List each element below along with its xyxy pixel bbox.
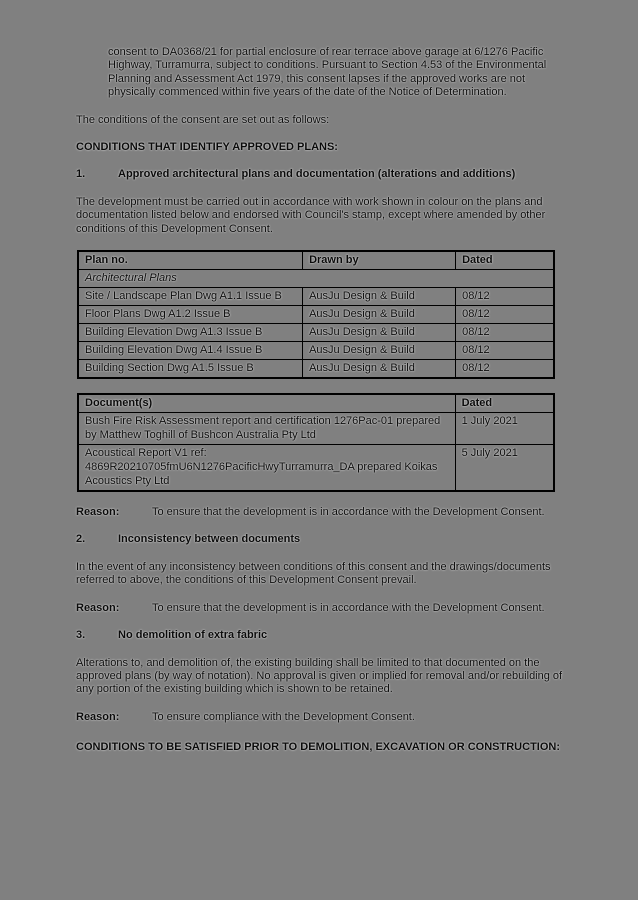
condition-1-body: The development must be carried out in accordance with work shown in colour on the plans and documentation listed below and endorsed with Council's stamp, except where amended by other conditions of this Development Consent. (76, 195, 546, 235)
documents-table (77, 393, 555, 492)
drawn-by-cell: AusJu Design & Build (303, 324, 456, 342)
dated-cell: 08/12 (456, 306, 554, 324)
condition-2-reason (76, 602, 565, 615)
condition-1-heading (76, 168, 565, 181)
section-heading-approved-plans: CONDITIONS THAT IDENTIFY APPROVED PLANS: (76, 141, 338, 154)
reason-text: To ensure that the development is in accordance with the Development Consent. (152, 506, 545, 519)
reason-label: Reason: (76, 710, 120, 723)
plan-no-cell: Building Elevation Dwg A1.4 Issue B (78, 342, 303, 360)
plan-no-cell: Building Elevation Dwg A1.3 Issue B (78, 324, 303, 342)
plans-group-label: Architectural Plans (78, 270, 554, 288)
plans-table-header-row (78, 251, 554, 270)
documents-header-dated: Dated (455, 394, 554, 413)
reason-label: Reason: (76, 506, 120, 519)
condition-3-body: Alterations to, and demolition of, the existing building shall be limited to that documented on the approved plans (by way of notation). No approval is given or implied for removal and/or rebuilding of any portion of the existing building which is shown to be retained. (76, 656, 563, 696)
condition-2-title: Inconsistency between documents (118, 533, 301, 546)
plans-header-drawn-by: Drawn by (303, 251, 456, 270)
reason-text: To ensure that the development is in accordance with the Development Consent. (152, 601, 545, 614)
table-row (78, 360, 554, 379)
dated-cell: 1 July 2021 (455, 413, 554, 445)
plans-header-dated: Dated (456, 251, 554, 270)
table-row (78, 324, 554, 342)
dated-cell: 08/12 (456, 324, 554, 342)
drawn-by-cell: AusJu Design & Build (303, 342, 456, 360)
condition-2-heading (76, 533, 565, 546)
dated-cell: 08/12 (456, 360, 554, 379)
table-row (78, 445, 554, 492)
drawn-by-cell: AusJu Design & Build (303, 360, 456, 379)
reason-label: Reason: (76, 601, 120, 614)
condition-3-reason (76, 711, 565, 724)
drawn-by-cell: AusJu Design & Build (303, 288, 456, 306)
condition-3-heading (76, 629, 565, 642)
condition-1-title: Approved architectural plans and documentation (alterations and additions) (118, 168, 516, 181)
condition-3-title: No demolition of extra fabric (118, 629, 268, 642)
dated-cell: 08/12 (456, 288, 554, 306)
condition-2-body: In the event of any inconsistency between conditions of this consent and the drawings/documents referred to above, the conditions of this Development Consent prevail. (76, 560, 551, 587)
condition-3-number: 3. (76, 629, 86, 642)
plan-no-cell: Floor Plans Dwg A1.2 Issue B (78, 306, 303, 324)
document-content (76, 46, 565, 766)
conditions-intro: The conditions of the consent are set out as follows: (76, 113, 330, 126)
plans-header-plan-no: Plan no. (78, 251, 303, 270)
plan-no-cell: Building Section Dwg A1.5 Issue B (78, 360, 303, 379)
documents-header-documents: Document(s) (78, 394, 455, 413)
plans-group-row (78, 270, 554, 288)
drawn-by-cell: AusJu Design & Build (303, 306, 456, 324)
reason-text: To ensure compliance with the Development Consent. (152, 710, 415, 723)
intro-paragraph: consent to DA0368/21 for partial enclosure of rear terrace above garage at 6/1276 Pacific Highway, Turramurra, subject to conditions. Pursuant to Section 4.53 of the Environmental Planning and Assessment Act 1979, this consent lapses if the approved works are not physically commenced within five years of the date of the Notice of Determination. (108, 46, 547, 99)
documents-table-header-row (78, 394, 554, 413)
condition-1-number: 1. (76, 168, 86, 181)
dated-cell: 5 July 2021 (455, 445, 554, 492)
document-cell: Bush Fire Risk Assessment report and certification 1276Pac-01 prepared by Matthew Toghill of Bushcon Australia Pty Ltd (78, 413, 455, 445)
plans-table (77, 250, 555, 379)
condition-2-number: 2. (76, 533, 86, 546)
table-row (78, 413, 554, 445)
table-row (78, 306, 554, 324)
plan-no-cell: Site / Landscape Plan Dwg A1.1 Issue B (78, 288, 303, 306)
section-heading-prior-to-demolition: CONDITIONS TO BE SATISFIED PRIOR TO DEMOLITION, EXCAVATION OR CONSTRUCTION: (76, 741, 561, 754)
table-row (78, 288, 554, 306)
table-row (78, 342, 554, 360)
dated-cell: 08/12 (456, 342, 554, 360)
condition-1-reason (76, 506, 565, 519)
document-cell: Acoustical Report V1 ref: 4869R20210705fmU6N1276PacificHwyTurramurra_DA prepared Koikas Acoustics Pty Ltd (78, 445, 455, 492)
